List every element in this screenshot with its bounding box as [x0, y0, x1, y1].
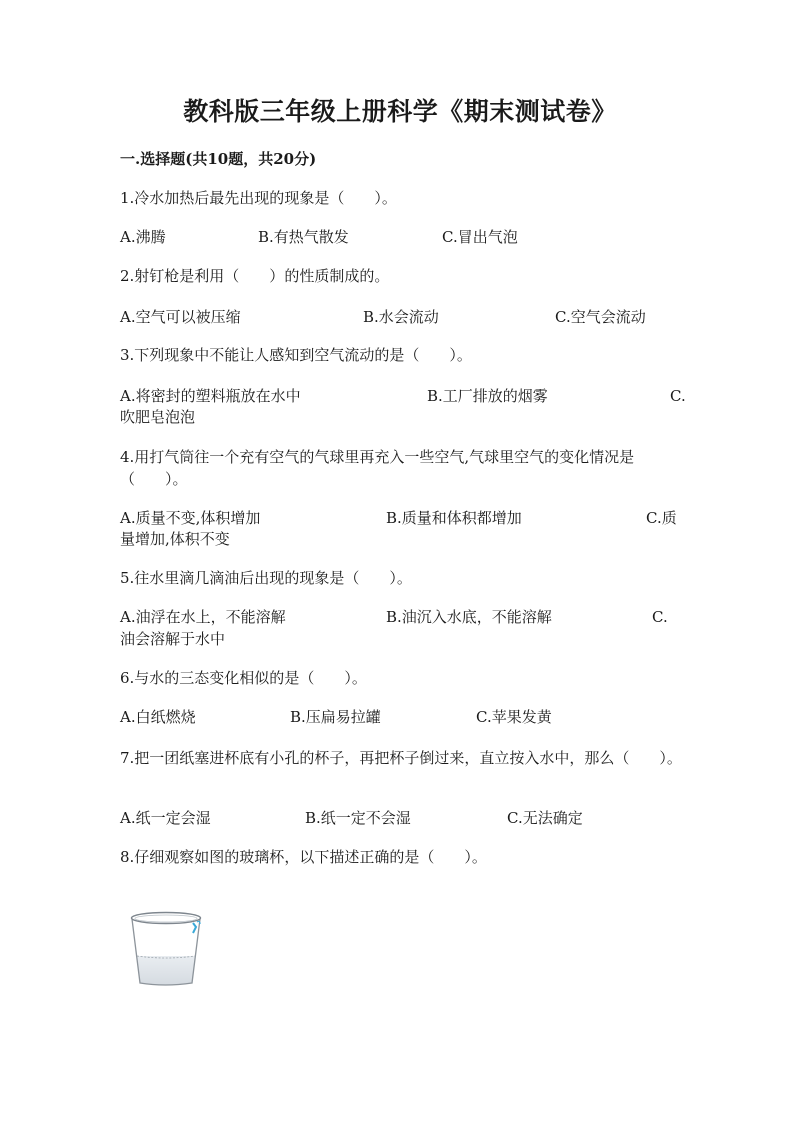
- option-a: A.油浮在水上，不能溶解: [120, 608, 286, 626]
- question-8-stem: 8.仔细观察如图的玻璃杯，以下描述正确的是（ ）。: [120, 848, 487, 866]
- option-b: B.水会流动: [363, 308, 439, 326]
- option-c: C.: [670, 387, 686, 405]
- option-c-continued: 油会溶解于水中: [120, 630, 226, 648]
- question-4-options: [120, 507, 685, 529]
- option-c-continued: 量增加,体积不变: [120, 530, 230, 548]
- glass-cup-illustration: [120, 906, 210, 990]
- question-5-stem: 5.往水里滴几滴油后出现的现象是（ ）。: [120, 569, 412, 587]
- rim-highlight: [197, 921, 200, 924]
- option-b: B.压扁易拉罐: [290, 708, 381, 726]
- option-b: B.油沉入水底，不能溶解: [386, 608, 552, 626]
- question-3-stem: 3.下列现象中不能让人感知到空气流动的是（ ）。: [120, 346, 472, 364]
- option-b: B.质量和体积都增加: [386, 509, 522, 527]
- option-b: B.有热气散发: [258, 228, 349, 246]
- option-c: C.苹果发黄: [476, 708, 552, 726]
- option-a: A.纸一定会湿: [120, 809, 211, 827]
- option-c-continued: 吹肥皂泡泡: [120, 408, 196, 426]
- option-b: B.纸一定不会湿: [305, 809, 411, 827]
- option-a: A.空气可以被压缩: [120, 308, 241, 326]
- question-1-stem: 1.冷水加热后最先出现的现象是（ ）。: [120, 189, 397, 207]
- question-7-stem: 7.把一团纸塞进杯底有小孔的杯子，再把杯子倒过来，直立按入水中，那么（ ）。: [120, 749, 682, 767]
- water-droplet-accent: [193, 923, 196, 933]
- section-heading: 一.选择题(共10题，共20分): [120, 150, 317, 168]
- option-a: A.将密封的塑料瓶放在水中: [120, 387, 301, 405]
- water-fill: [137, 956, 196, 985]
- option-a: A.沸腾: [120, 228, 166, 246]
- question-3-options: [120, 385, 685, 407]
- page-title: 教科版三年级上册科学《期末测试卷》: [183, 97, 617, 126]
- question-1-options: [120, 226, 685, 248]
- question-6-options: [120, 706, 685, 728]
- option-b: B.工厂排放的烟雾: [427, 387, 548, 405]
- option-a: A.白纸燃烧: [120, 708, 196, 726]
- option-a: A.质量不变,体积增加: [120, 509, 261, 527]
- option-c: C.: [652, 608, 668, 626]
- question-2-options: [120, 306, 685, 328]
- option-c: C.冒出气泡: [442, 228, 518, 246]
- option-c: C.质: [646, 509, 677, 527]
- question-2-stem: 2.射钉枪是利用（ ）的性质制成的。: [120, 267, 390, 285]
- question-4-stem: 4.用打气筒往一个充有空气的气球里再充入一些空气,气球里空气的变化情况是（ ）。: [120, 448, 635, 488]
- question-7-options: [120, 807, 685, 829]
- question-5-options: [120, 606, 685, 628]
- option-c: C.无法确定: [507, 809, 583, 827]
- question-6-stem: 6.与水的三态变化相似的是（ ）。: [120, 669, 367, 687]
- option-c: C.空气会流动: [555, 308, 646, 326]
